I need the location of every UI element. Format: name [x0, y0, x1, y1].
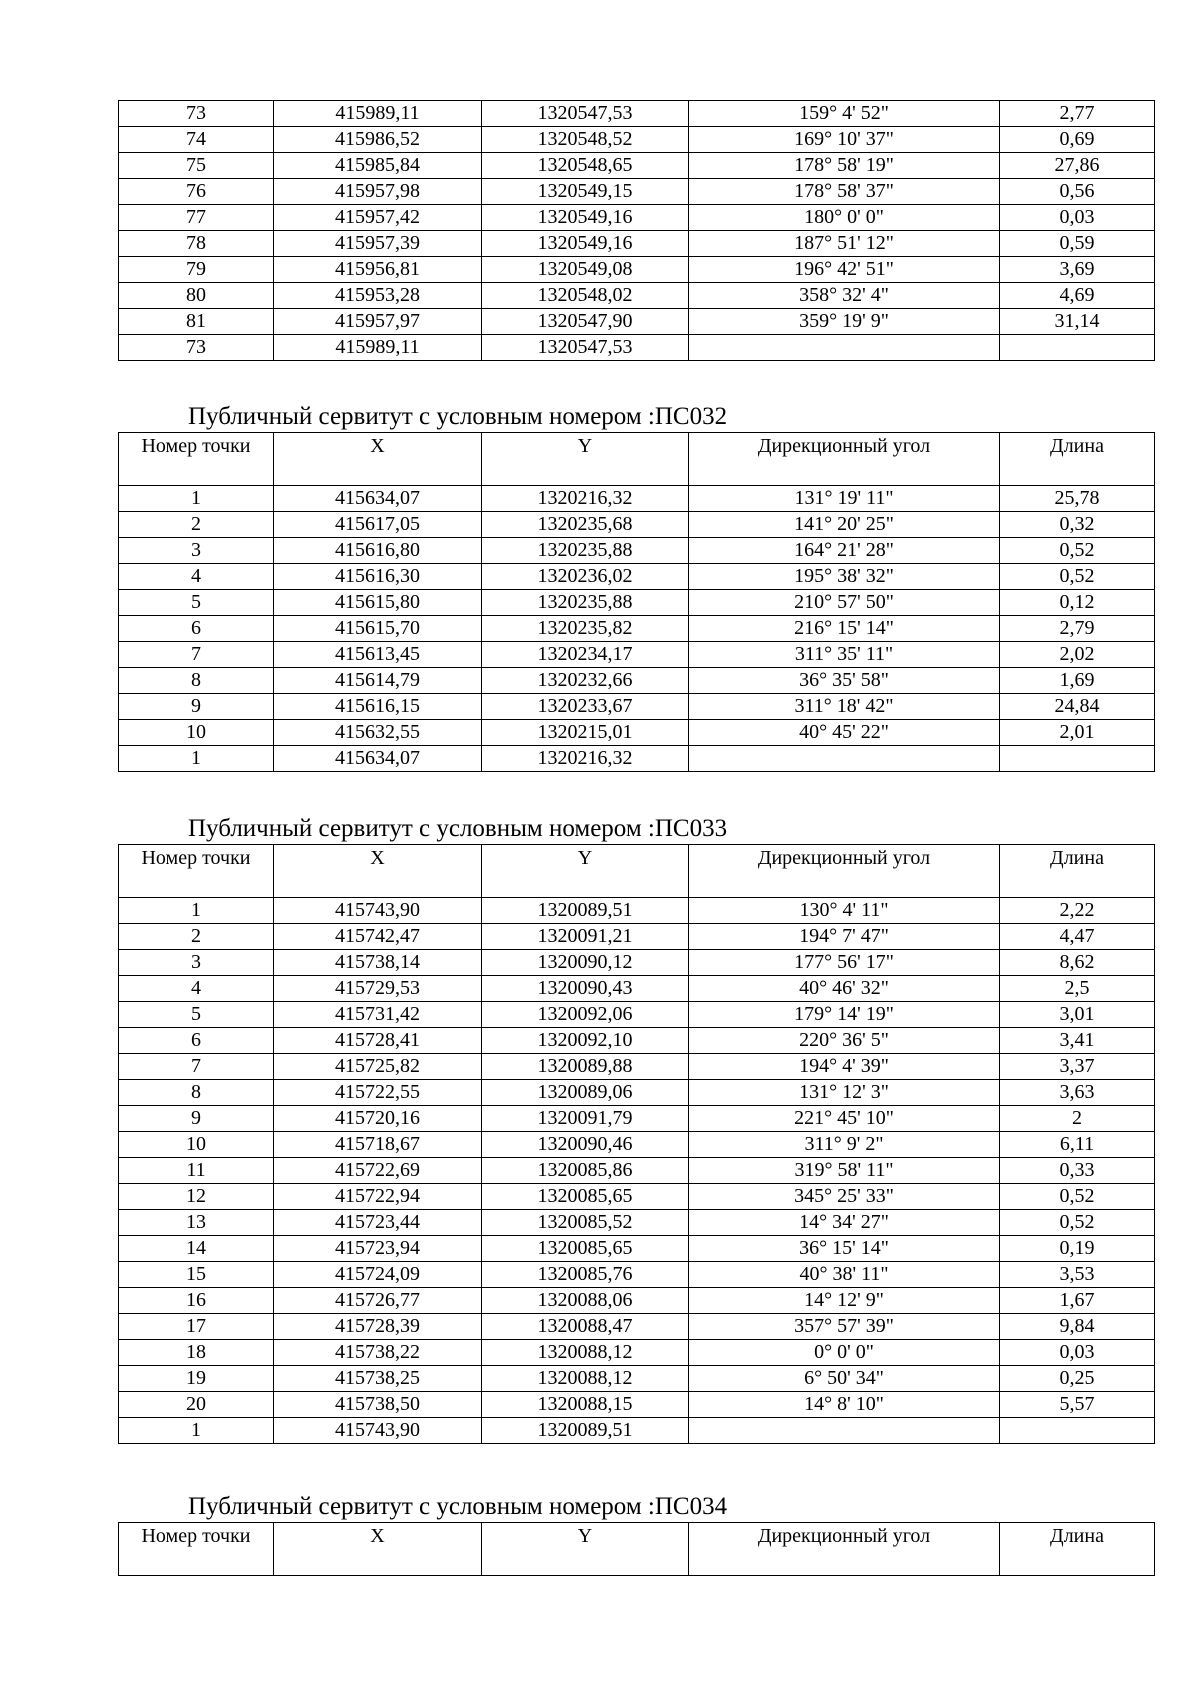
- table-row: [119, 694, 1155, 720]
- table-body: [119, 101, 1155, 361]
- point-number-cell: 16: [119, 1288, 274, 1314]
- direction-angle-cell: 130° 4' 11": [689, 898, 1000, 924]
- point-number-cell: 7: [119, 642, 274, 668]
- y-coordinate-cell: 1320235,88: [482, 590, 689, 616]
- table-row: [119, 335, 1155, 361]
- length-cell: 2,22: [1000, 898, 1155, 924]
- table-body: [119, 486, 1155, 772]
- header-x: X: [274, 1523, 482, 1576]
- table-row: [119, 1184, 1155, 1210]
- point-number-cell: 77: [119, 205, 274, 231]
- table-row: [119, 642, 1155, 668]
- y-coordinate-cell: 1320089,88: [482, 1054, 689, 1080]
- length-cell: 3,41: [1000, 1028, 1155, 1054]
- servitude-title-pc032: Публичный сервитут с условным номером :ПС032: [188, 403, 728, 430]
- x-coordinate-cell: 415723,44: [274, 1210, 482, 1236]
- y-coordinate-cell: 1320089,51: [482, 1418, 689, 1444]
- table-row: [119, 898, 1155, 924]
- table-row: [119, 486, 1155, 512]
- y-coordinate-cell: 1320549,16: [482, 205, 689, 231]
- x-coordinate-cell: 415616,30: [274, 564, 482, 590]
- point-number-cell: 74: [119, 127, 274, 153]
- point-number-cell: 20: [119, 1392, 274, 1418]
- point-number-cell: 79: [119, 257, 274, 283]
- direction-angle-cell: 180° 0' 0": [689, 205, 1000, 231]
- header-x: X: [274, 433, 482, 486]
- table-row: [119, 257, 1155, 283]
- direction-angle-cell: 359° 19' 9": [689, 309, 1000, 335]
- length-cell: 3,69: [1000, 257, 1155, 283]
- length-cell: 24,84: [1000, 694, 1155, 720]
- table-row: [119, 1340, 1155, 1366]
- y-coordinate-cell: 1320216,32: [482, 486, 689, 512]
- point-number-cell: 9: [119, 694, 274, 720]
- length-cell: 1,69: [1000, 668, 1155, 694]
- length-cell: 0,32: [1000, 512, 1155, 538]
- direction-angle-cell: 40° 46' 32": [689, 976, 1000, 1002]
- table-row: [119, 101, 1155, 127]
- y-coordinate-cell: 1320085,86: [482, 1158, 689, 1184]
- x-coordinate-cell: 415615,70: [274, 616, 482, 642]
- y-coordinate-cell: 1320090,43: [482, 976, 689, 1002]
- header-point-number: Номер точки: [119, 1523, 274, 1576]
- point-number-cell: 10: [119, 1132, 274, 1158]
- direction-angle-cell: 159° 4' 52": [689, 101, 1000, 127]
- length-cell: [1000, 335, 1155, 361]
- direction-angle-cell: 177° 56' 17": [689, 950, 1000, 976]
- point-number-cell: 1: [119, 898, 274, 924]
- table-row: [119, 720, 1155, 746]
- length-cell: 3,37: [1000, 1054, 1155, 1080]
- header-row: [119, 845, 1155, 898]
- y-coordinate-cell: 1320548,65: [482, 153, 689, 179]
- y-coordinate-cell: 1320091,21: [482, 924, 689, 950]
- direction-angle-cell: 358° 32' 4": [689, 283, 1000, 309]
- x-coordinate-cell: 415617,05: [274, 512, 482, 538]
- y-coordinate-cell: 1320085,52: [482, 1210, 689, 1236]
- x-coordinate-cell: 415986,52: [274, 127, 482, 153]
- point-number-cell: 18: [119, 1340, 274, 1366]
- x-coordinate-cell: 415723,94: [274, 1236, 482, 1262]
- table-row: [119, 1366, 1155, 1392]
- x-coordinate-cell: 415738,25: [274, 1366, 482, 1392]
- direction-angle-cell: 196° 42' 51": [689, 257, 1000, 283]
- point-number-cell: 3: [119, 950, 274, 976]
- table-row: [119, 127, 1155, 153]
- direction-angle-cell: 40° 45' 22": [689, 720, 1000, 746]
- direction-angle-cell: 319° 58' 11": [689, 1158, 1000, 1184]
- point-number-cell: 15: [119, 1262, 274, 1288]
- direction-angle-cell: [689, 1418, 1000, 1444]
- length-cell: 4,47: [1000, 924, 1155, 950]
- direction-angle-cell: 36° 15' 14": [689, 1236, 1000, 1262]
- coordinates-table-pc033: [118, 844, 1155, 1444]
- header-y: Y: [482, 433, 689, 486]
- x-coordinate-cell: 415989,11: [274, 101, 482, 127]
- header-x: X: [274, 845, 482, 898]
- length-cell: 0,19: [1000, 1236, 1155, 1262]
- table-row: [119, 153, 1155, 179]
- length-cell: 6,11: [1000, 1132, 1155, 1158]
- length-cell: 25,78: [1000, 486, 1155, 512]
- table-row: [119, 564, 1155, 590]
- length-cell: 0,56: [1000, 179, 1155, 205]
- table-row: [119, 283, 1155, 309]
- length-cell: 9,84: [1000, 1314, 1155, 1340]
- x-coordinate-cell: 415613,45: [274, 642, 482, 668]
- length-cell: [1000, 1418, 1155, 1444]
- x-coordinate-cell: 415742,47: [274, 924, 482, 950]
- point-number-cell: 80: [119, 283, 274, 309]
- x-coordinate-cell: 415953,28: [274, 283, 482, 309]
- y-coordinate-cell: 1320236,02: [482, 564, 689, 590]
- length-cell: 1,67: [1000, 1288, 1155, 1314]
- x-coordinate-cell: 415616,15: [274, 694, 482, 720]
- x-coordinate-cell: 415729,53: [274, 976, 482, 1002]
- y-coordinate-cell: 1320549,16: [482, 231, 689, 257]
- length-cell: 2: [1000, 1106, 1155, 1132]
- direction-angle-cell: 178° 58' 19": [689, 153, 1000, 179]
- y-coordinate-cell: 1320088,12: [482, 1366, 689, 1392]
- coordinates-table-pc034: [118, 1522, 1155, 1576]
- coordinates-table-continued: [118, 100, 1155, 361]
- x-coordinate-cell: 415722,94: [274, 1184, 482, 1210]
- table-row: [119, 746, 1155, 772]
- direction-angle-cell: 221° 45' 10": [689, 1106, 1000, 1132]
- point-number-cell: 1: [119, 746, 274, 772]
- direction-angle-cell: [689, 746, 1000, 772]
- length-cell: 0,12: [1000, 590, 1155, 616]
- y-coordinate-cell: 1320547,53: [482, 335, 689, 361]
- header-direction-angle: Дирекционный угол: [689, 845, 1000, 898]
- point-number-cell: 1: [119, 486, 274, 512]
- point-number-cell: 5: [119, 1002, 274, 1028]
- header-row: [119, 433, 1155, 486]
- direction-angle-cell: 195° 38' 32": [689, 564, 1000, 590]
- y-coordinate-cell: 1320216,32: [482, 746, 689, 772]
- x-coordinate-cell: 415989,11: [274, 335, 482, 361]
- y-coordinate-cell: 1320085,76: [482, 1262, 689, 1288]
- x-coordinate-cell: 415615,80: [274, 590, 482, 616]
- y-coordinate-cell: 1320090,12: [482, 950, 689, 976]
- y-coordinate-cell: 1320088,47: [482, 1314, 689, 1340]
- y-coordinate-cell: 1320092,06: [482, 1002, 689, 1028]
- table-row: [119, 1288, 1155, 1314]
- length-cell: 0,33: [1000, 1158, 1155, 1184]
- y-coordinate-cell: 1320548,52: [482, 127, 689, 153]
- y-coordinate-cell: 1320089,06: [482, 1080, 689, 1106]
- y-coordinate-cell: 1320235,68: [482, 512, 689, 538]
- x-coordinate-cell: 415724,09: [274, 1262, 482, 1288]
- y-coordinate-cell: 1320088,06: [482, 1288, 689, 1314]
- coordinates-table-pc032: [118, 432, 1155, 772]
- length-cell: 0,52: [1000, 1184, 1155, 1210]
- length-cell: 2,77: [1000, 101, 1155, 127]
- direction-angle-cell: 131° 12' 3": [689, 1080, 1000, 1106]
- table-row: [119, 1106, 1155, 1132]
- point-number-cell: 76: [119, 179, 274, 205]
- direction-angle-cell: 357° 57' 39": [689, 1314, 1000, 1340]
- table-row: [119, 616, 1155, 642]
- length-cell: 27,86: [1000, 153, 1155, 179]
- direction-angle-cell: 164° 21' 28": [689, 538, 1000, 564]
- header-direction-angle: Дирекционный угол: [689, 1523, 1000, 1576]
- length-cell: 0,03: [1000, 205, 1155, 231]
- y-coordinate-cell: 1320547,53: [482, 101, 689, 127]
- table-row: [119, 1418, 1155, 1444]
- length-cell: 8,62: [1000, 950, 1155, 976]
- length-cell: 2,5: [1000, 976, 1155, 1002]
- length-cell: 2,02: [1000, 642, 1155, 668]
- direction-angle-cell: 178° 58' 37": [689, 179, 1000, 205]
- x-coordinate-cell: 415956,81: [274, 257, 482, 283]
- direction-angle-cell: 131° 19' 11": [689, 486, 1000, 512]
- servitude-title-pc034: Публичный сервитут с условным номером :ПС034: [188, 1493, 728, 1520]
- x-coordinate-cell: 415634,07: [274, 746, 482, 772]
- point-number-cell: 19: [119, 1366, 274, 1392]
- table-row: [119, 179, 1155, 205]
- point-number-cell: 4: [119, 976, 274, 1002]
- direction-angle-cell: 141° 20' 25": [689, 512, 1000, 538]
- table-row: [119, 924, 1155, 950]
- x-coordinate-cell: 415725,82: [274, 1054, 482, 1080]
- point-number-cell: 2: [119, 924, 274, 950]
- table-row: [119, 309, 1155, 335]
- header-length: Длина: [1000, 433, 1155, 486]
- y-coordinate-cell: 1320549,08: [482, 257, 689, 283]
- x-coordinate-cell: 415722,55: [274, 1080, 482, 1106]
- header-point-number: Номер точки: [119, 845, 274, 898]
- x-coordinate-cell: 415614,79: [274, 668, 482, 694]
- point-number-cell: 73: [119, 335, 274, 361]
- point-number-cell: 4: [119, 564, 274, 590]
- direction-angle-cell: 187° 51' 12": [689, 231, 1000, 257]
- y-coordinate-cell: 1320549,15: [482, 179, 689, 205]
- header-length: Длина: [1000, 845, 1155, 898]
- point-number-cell: 5: [119, 590, 274, 616]
- table-row: [119, 1314, 1155, 1340]
- table-row: [119, 1132, 1155, 1158]
- point-number-cell: 9: [119, 1106, 274, 1132]
- x-coordinate-cell: 415726,77: [274, 1288, 482, 1314]
- x-coordinate-cell: 415957,42: [274, 205, 482, 231]
- point-number-cell: 8: [119, 668, 274, 694]
- point-number-cell: 6: [119, 1028, 274, 1054]
- direction-angle-cell: 345° 25' 33": [689, 1184, 1000, 1210]
- table-row: [119, 1054, 1155, 1080]
- point-number-cell: 81: [119, 309, 274, 335]
- y-coordinate-cell: 1320235,88: [482, 538, 689, 564]
- y-coordinate-cell: 1320548,02: [482, 283, 689, 309]
- point-number-cell: 75: [119, 153, 274, 179]
- length-cell: 3,53: [1000, 1262, 1155, 1288]
- length-cell: 31,14: [1000, 309, 1155, 335]
- point-number-cell: 14: [119, 1236, 274, 1262]
- direction-angle-cell: 311° 9' 2": [689, 1132, 1000, 1158]
- point-number-cell: 7: [119, 1054, 274, 1080]
- direction-angle-cell: 194° 7' 47": [689, 924, 1000, 950]
- x-coordinate-cell: 415738,50: [274, 1392, 482, 1418]
- length-cell: 0,52: [1000, 564, 1155, 590]
- direction-angle-cell: [689, 335, 1000, 361]
- length-cell: 2,01: [1000, 720, 1155, 746]
- x-coordinate-cell: 415957,97: [274, 309, 482, 335]
- direction-angle-cell: 194° 4' 39": [689, 1054, 1000, 1080]
- point-number-cell: 8: [119, 1080, 274, 1106]
- point-number-cell: 10: [119, 720, 274, 746]
- table-row: [119, 1236, 1155, 1262]
- point-number-cell: 1: [119, 1418, 274, 1444]
- table-row: [119, 590, 1155, 616]
- point-number-cell: 17: [119, 1314, 274, 1340]
- x-coordinate-cell: 415957,39: [274, 231, 482, 257]
- y-coordinate-cell: 1320215,01: [482, 720, 689, 746]
- x-coordinate-cell: 415743,90: [274, 1418, 482, 1444]
- x-coordinate-cell: 415616,80: [274, 538, 482, 564]
- direction-angle-cell: 311° 18' 42": [689, 694, 1000, 720]
- length-cell: 0,25: [1000, 1366, 1155, 1392]
- table-row: [119, 512, 1155, 538]
- table-row: [119, 538, 1155, 564]
- x-coordinate-cell: 415720,16: [274, 1106, 482, 1132]
- header-y: Y: [482, 845, 689, 898]
- table-row: [119, 205, 1155, 231]
- point-number-cell: 6: [119, 616, 274, 642]
- direction-angle-cell: 14° 8' 10": [689, 1392, 1000, 1418]
- header-direction-angle: Дирекционный угол: [689, 433, 1000, 486]
- direction-angle-cell: 179° 14' 19": [689, 1002, 1000, 1028]
- y-coordinate-cell: 1320088,15: [482, 1392, 689, 1418]
- length-cell: 5,57: [1000, 1392, 1155, 1418]
- direction-angle-cell: 40° 38' 11": [689, 1262, 1000, 1288]
- length-cell: 4,69: [1000, 283, 1155, 309]
- table-row: [119, 231, 1155, 257]
- length-cell: [1000, 746, 1155, 772]
- point-number-cell: 78: [119, 231, 274, 257]
- direction-angle-cell: 220° 36' 5": [689, 1028, 1000, 1054]
- x-coordinate-cell: 415743,90: [274, 898, 482, 924]
- header-y: Y: [482, 1523, 689, 1576]
- length-cell: 0,59: [1000, 231, 1155, 257]
- y-coordinate-cell: 1320234,17: [482, 642, 689, 668]
- point-number-cell: 12: [119, 1184, 274, 1210]
- point-number-cell: 13: [119, 1210, 274, 1236]
- direction-angle-cell: 6° 50' 34": [689, 1366, 1000, 1392]
- x-coordinate-cell: 415728,41: [274, 1028, 482, 1054]
- table-row: [119, 1028, 1155, 1054]
- y-coordinate-cell: 1320547,90: [482, 309, 689, 335]
- direction-angle-cell: 210° 57' 50": [689, 590, 1000, 616]
- length-cell: 2,79: [1000, 616, 1155, 642]
- direction-angle-cell: 0° 0' 0": [689, 1340, 1000, 1366]
- header-point-number: Номер точки: [119, 433, 274, 486]
- point-number-cell: 11: [119, 1158, 274, 1184]
- y-coordinate-cell: 1320089,51: [482, 898, 689, 924]
- x-coordinate-cell: 415731,42: [274, 1002, 482, 1028]
- x-coordinate-cell: 415985,84: [274, 153, 482, 179]
- point-number-cell: 73: [119, 101, 274, 127]
- table-body: [119, 898, 1155, 1444]
- y-coordinate-cell: 1320233,67: [482, 694, 689, 720]
- direction-angle-cell: 14° 12' 9": [689, 1288, 1000, 1314]
- y-coordinate-cell: 1320088,12: [482, 1340, 689, 1366]
- header-row: [119, 1523, 1155, 1576]
- y-coordinate-cell: 1320085,65: [482, 1184, 689, 1210]
- table-row: [119, 950, 1155, 976]
- servitude-title-pc033: Публичный сервитут с условным номером :ПС033: [188, 815, 728, 842]
- direction-angle-cell: 169° 10' 37": [689, 127, 1000, 153]
- x-coordinate-cell: 415728,39: [274, 1314, 482, 1340]
- length-cell: 0,52: [1000, 538, 1155, 564]
- y-coordinate-cell: 1320091,79: [482, 1106, 689, 1132]
- table-row: [119, 1002, 1155, 1028]
- direction-angle-cell: 216° 15' 14": [689, 616, 1000, 642]
- table-row: [119, 1392, 1155, 1418]
- direction-angle-cell: 311° 35' 11": [689, 642, 1000, 668]
- table-row: [119, 1262, 1155, 1288]
- x-coordinate-cell: 415738,22: [274, 1340, 482, 1366]
- y-coordinate-cell: 1320090,46: [482, 1132, 689, 1158]
- x-coordinate-cell: 415632,55: [274, 720, 482, 746]
- length-cell: 0,03: [1000, 1340, 1155, 1366]
- length-cell: 0,69: [1000, 127, 1155, 153]
- direction-angle-cell: 36° 35' 58": [689, 668, 1000, 694]
- x-coordinate-cell: 415738,14: [274, 950, 482, 976]
- point-number-cell: 2: [119, 512, 274, 538]
- x-coordinate-cell: 415722,69: [274, 1158, 482, 1184]
- x-coordinate-cell: 415718,67: [274, 1132, 482, 1158]
- x-coordinate-cell: 415957,98: [274, 179, 482, 205]
- length-cell: 0,52: [1000, 1210, 1155, 1236]
- header-length: Длина: [1000, 1523, 1155, 1576]
- y-coordinate-cell: 1320232,66: [482, 668, 689, 694]
- x-coordinate-cell: 415634,07: [274, 486, 482, 512]
- table-row: [119, 1158, 1155, 1184]
- table-row: [119, 976, 1155, 1002]
- y-coordinate-cell: 1320092,10: [482, 1028, 689, 1054]
- point-number-cell: 3: [119, 538, 274, 564]
- direction-angle-cell: 14° 34' 27": [689, 1210, 1000, 1236]
- y-coordinate-cell: 1320085,65: [482, 1236, 689, 1262]
- table-row: [119, 1080, 1155, 1106]
- length-cell: 3,01: [1000, 1002, 1155, 1028]
- table-row: [119, 1210, 1155, 1236]
- length-cell: 3,63: [1000, 1080, 1155, 1106]
- table-row: [119, 668, 1155, 694]
- y-coordinate-cell: 1320235,82: [482, 616, 689, 642]
